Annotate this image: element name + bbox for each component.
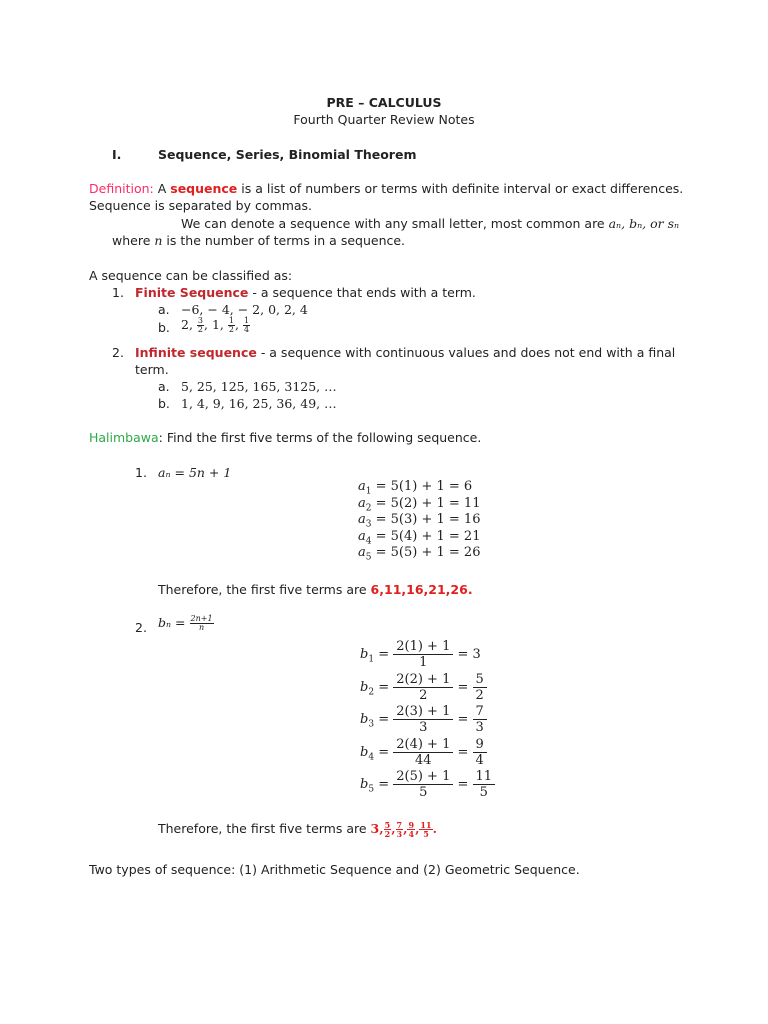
problem-1-step-1 xyxy=(358,479,472,497)
problem-2-answer-start: 3, xyxy=(370,821,384,836)
problem-2-step-var: b xyxy=(360,647,369,662)
problem-2-formula-num: 2n+1 xyxy=(190,614,213,623)
infinite-num: 2. xyxy=(112,345,124,360)
definition-line-3-math: aₙ, bₙ, or sₙ xyxy=(608,216,680,231)
sequence-types-line: Two types of sequence: (1) Arithmetic Sequence and (2) Geometric Sequence. xyxy=(89,862,580,877)
problem-1-num: 1. xyxy=(135,465,147,480)
problem-2-step-result xyxy=(473,673,487,702)
finite-b-frac-3-num: 1 xyxy=(243,316,250,325)
problem-2-step-result-num: 7 xyxy=(473,705,487,720)
answer-frac-den: 4 xyxy=(408,829,415,839)
finite-b-frac-1-den: 2 xyxy=(197,325,204,334)
finite-b-value xyxy=(181,317,250,334)
problem-2-step-fraction-den: 44 xyxy=(415,752,432,768)
problem-2-step-var: b xyxy=(360,777,369,792)
finite-b-comma: , xyxy=(234,317,239,332)
finite-b-frac-2 xyxy=(228,317,235,334)
problem-1-answer: 6,11,16,21,26. xyxy=(370,582,473,597)
problem-2-formula-lhs: bₙ = xyxy=(158,615,186,630)
problem-2-step-result-eq: = xyxy=(453,712,473,727)
problem-1-step-5 xyxy=(358,545,480,563)
problem-2-step-result-eq: = 3 xyxy=(453,647,481,662)
answer-frac-den: 5 xyxy=(423,829,429,839)
problem-2-step-result-den: 5 xyxy=(479,785,488,800)
problem-1-conclusion xyxy=(158,582,473,597)
finite-num: 1. xyxy=(112,285,124,300)
problem-2-formula-frac xyxy=(190,615,214,632)
problem-1-step-sub: 5 xyxy=(365,552,372,563)
problem-2-conclusion xyxy=(158,821,437,838)
problem-1-step-sub: 1 xyxy=(365,486,372,497)
problem-1-step-var: a xyxy=(358,545,366,560)
problem-2-answer-frac-4 xyxy=(419,821,432,838)
problem-2-step-fraction-num: 2(4) + 1 xyxy=(393,738,453,753)
problem-2-step-sub: 2 xyxy=(368,687,375,698)
finite-b-frac-3 xyxy=(243,317,250,334)
answer-frac-den: 3 xyxy=(396,829,403,839)
problem-1-conclusion-text: Therefore, the first five terms are xyxy=(158,582,371,597)
definition-term: sequence xyxy=(170,181,238,196)
answer-frac-num: 9 xyxy=(408,820,415,830)
definition-line-4-post: is the number of terms in a sequence. xyxy=(162,233,406,248)
problem-2-step-fraction xyxy=(393,705,453,734)
problem-1-step-3 xyxy=(358,512,480,530)
infinite-heading xyxy=(135,345,675,360)
problem-1-step-var: a xyxy=(358,479,366,494)
answer-separator: , xyxy=(403,821,408,836)
problem-1-step-4 xyxy=(358,529,480,547)
definition-line-4 xyxy=(112,233,405,248)
problem-2-step-result xyxy=(473,705,487,734)
example-text: : Find the first five terms of the following sequence. xyxy=(158,430,482,445)
definition-line-2: Sequence is separated by commas. xyxy=(89,198,313,213)
problem-2-step-fraction-num: 2(1) + 1 xyxy=(393,640,453,655)
infinite-b-value: 1, 4, 9, 16, 25, 36, 49, … xyxy=(181,396,337,411)
problem-1-step-rhs: = 5(3) + 1 = 16 xyxy=(371,512,481,527)
answer-separator: , xyxy=(415,821,420,836)
section-heading: Sequence, Series, Binomial Theorem xyxy=(158,147,417,162)
finite-desc: - a sequence that ends with a term. xyxy=(248,285,476,300)
problem-2-step-sub: 3 xyxy=(368,719,375,730)
problem-2-step-fraction-num: 2(5) + 1 xyxy=(393,770,453,785)
finite-b-frac-3-den: 4 xyxy=(243,325,250,334)
finite-heading xyxy=(135,285,476,300)
definition-line-4-pre: where xyxy=(112,233,155,248)
problem-1-step-rhs: = 5(5) + 1 = 26 xyxy=(371,545,481,560)
problem-2-step-equals: = xyxy=(374,679,394,695)
problem-2-step-equals: = xyxy=(374,712,394,727)
problem-2-step-var: b xyxy=(360,744,369,760)
problem-1-step-rhs: = 5(2) + 1 = 11 xyxy=(371,495,481,511)
problem-2-step-result-den: 4 xyxy=(475,752,484,768)
problem-2-step-result-den: 2 xyxy=(475,687,484,703)
answer-frac-num: 7 xyxy=(396,820,403,830)
finite-a-label: a. xyxy=(158,302,170,317)
infinite-a-value: 5, 25, 125, 165, 3125, … xyxy=(181,379,337,394)
problem-2-step-sub: 5 xyxy=(368,784,375,795)
infinite-title: Infinite sequence xyxy=(135,345,257,360)
problem-2-step-fraction xyxy=(393,673,453,702)
answer-frac-den: 2 xyxy=(384,829,391,839)
finite-b-label: b. xyxy=(158,320,170,335)
problem-1-step-sub: 3 xyxy=(365,519,372,530)
problem-2-formula xyxy=(158,615,214,632)
finite-b-prefix: 2, xyxy=(181,317,193,332)
definition-line-1 xyxy=(89,181,683,196)
problem-2-step-result-num: 5 xyxy=(473,673,487,688)
answer-frac-num: 5 xyxy=(384,820,391,830)
definition-label: Definition: xyxy=(89,181,154,196)
problem-2-num: 2. xyxy=(135,620,147,635)
finite-b-frac-2-den: 2 xyxy=(228,325,234,334)
infinite-a-label: a. xyxy=(158,379,170,394)
problem-2-step-fraction xyxy=(393,738,453,767)
problem-2-step-fraction-den: 3 xyxy=(419,720,428,735)
finite-title: Finite Sequence xyxy=(135,285,249,300)
problem-2-step-result-num: 11 xyxy=(473,770,496,785)
problem-1-formula: aₙ = 5n + 1 xyxy=(158,465,232,480)
finite-b-frac-1 xyxy=(197,317,204,334)
problem-2-step-fraction-den: 2 xyxy=(419,687,428,703)
problem-1-step-rhs: = 5(1) + 1 = 6 xyxy=(371,479,473,494)
definition-line-3-text: We can denote a sequence with any small letter, most common are xyxy=(181,216,609,231)
problem-2-step-3 xyxy=(360,705,487,734)
problem-2-answer xyxy=(370,820,437,839)
problem-2-answer-frac-2 xyxy=(396,821,404,838)
problem-1-step-sub: 4 xyxy=(365,536,372,547)
classification-intro: A sequence can be classified as: xyxy=(89,268,293,283)
definition-line-3 xyxy=(181,216,679,231)
problem-1-step-var: a xyxy=(358,512,366,527)
finite-item xyxy=(112,285,124,300)
problem-1-step-var: a xyxy=(358,495,366,511)
page-subtitle: Fourth Quarter Review Notes xyxy=(293,112,475,127)
infinite-b-label: b. xyxy=(158,396,170,411)
example-label: Halimbawa xyxy=(89,430,159,445)
problem-2-conclusion-text: Therefore, the first five terms are xyxy=(158,821,371,836)
problem-1-step-2 xyxy=(358,496,480,514)
example-line xyxy=(89,430,481,445)
problem-2-step-fraction-num: 2(3) + 1 xyxy=(393,705,453,720)
problem-2-step-4 xyxy=(360,738,487,767)
problem-2-answer-frac-3 xyxy=(407,821,415,838)
problem-2-step-equals: = xyxy=(374,647,394,662)
problem-2-step-fraction-den: 5 xyxy=(419,785,428,800)
definition-pre: A xyxy=(153,181,171,196)
problem-2-step-fraction-num: 2(2) + 1 xyxy=(393,673,453,688)
finite-b-frac-2-num: 1 xyxy=(228,316,234,325)
problem-2-step-fraction xyxy=(393,770,453,799)
finite-b-frac-1-num: 3 xyxy=(197,316,204,325)
problem-2-step-var: b xyxy=(360,712,369,727)
infinite-desc: - a sequence with continuous values and does not end with a final xyxy=(256,345,676,360)
page-title: PRE – CALCULUS xyxy=(326,95,442,110)
answer-separator: , xyxy=(391,821,396,836)
problem-2-step-result xyxy=(473,770,496,799)
problem-2-step-1 xyxy=(360,640,481,669)
problem-2-step-result-eq: = xyxy=(453,777,473,792)
infinite-desc-2: term. xyxy=(135,362,169,377)
problem-1-step-rhs: = 5(4) + 1 = 21 xyxy=(371,528,481,544)
problem-2-step-sub: 4 xyxy=(368,752,375,763)
section-numeral: I. xyxy=(112,147,122,162)
problem-2-step-result xyxy=(473,738,487,767)
problem-2-step-result-eq: = xyxy=(453,744,473,760)
problem-1-step-var: a xyxy=(358,528,366,544)
problem-2-step-fraction xyxy=(393,640,453,669)
problem-1-step-sub: 2 xyxy=(365,503,372,514)
problem-2-step-sub: 1 xyxy=(368,654,375,665)
problem-2-step-2 xyxy=(360,673,487,702)
problem-2-step-5 xyxy=(360,770,495,799)
problem-2-step-fraction-den: 1 xyxy=(419,655,428,670)
problem-2-step-var: b xyxy=(360,679,369,695)
answer-frac-num: 11 xyxy=(420,820,432,830)
problem-2-step-result-den: 3 xyxy=(475,720,484,735)
problem-2-step-result-num: 9 xyxy=(473,738,487,753)
answer-separator: . xyxy=(432,821,437,836)
problem-2-step-equals: = xyxy=(374,777,394,792)
problem-2-formula-den: n xyxy=(198,623,205,632)
finite-a-value: −6, − 4, − 2, 0, 2, 4 xyxy=(181,302,308,317)
finite-b-mid: , 1, xyxy=(204,317,224,332)
problem-2-step-result-eq: = xyxy=(453,679,473,695)
problem-2-step-equals: = xyxy=(374,744,394,760)
definition-line-4-var: n xyxy=(154,233,163,248)
definition-text: is a list of numbers or terms with definite interval or exact differences. xyxy=(237,181,684,196)
